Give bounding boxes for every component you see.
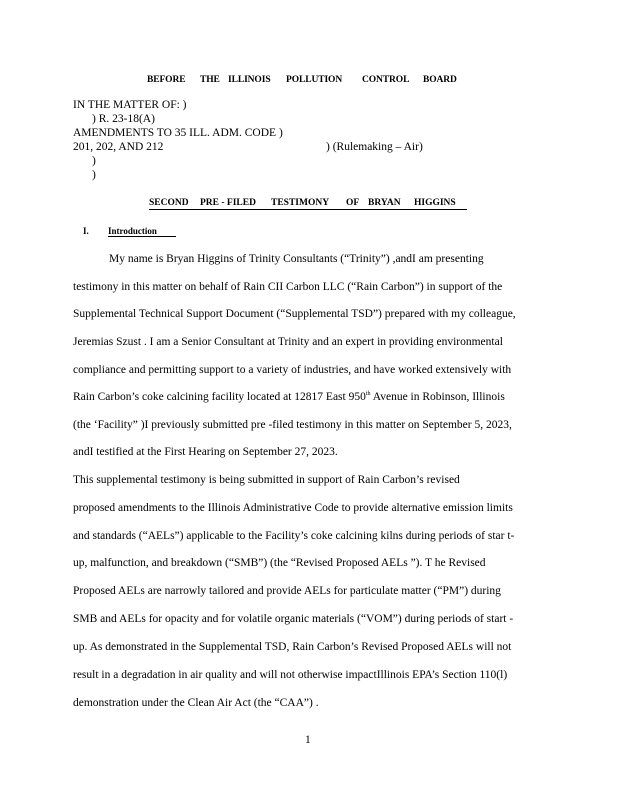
header-board: BOARD: [423, 75, 457, 85]
caption-line-3: AMENDMENTS TO 35 ILL. ADM. CODE ): [73, 127, 283, 139]
title-prefiled: PRE - FILED: [200, 198, 256, 208]
header-the: THE: [200, 75, 220, 85]
header-control: CONTROL: [362, 75, 410, 85]
title-testimony: TESTIMONY: [271, 198, 330, 208]
title-bryan: BRYAN: [368, 198, 401, 208]
caption-line-4b: ) (Rulemaking – Air): [326, 141, 423, 153]
para1-line-6-rest: Avenue in Robinson, Illinois: [370, 391, 505, 403]
para2-line-5: Proposed AELs are narrowly tailored and provide AELs for particulate matter (“PM”) during: [73, 585, 501, 597]
header-pollution: POLLUTION: [286, 75, 343, 85]
caption-line-6: ): [92, 169, 96, 181]
para1-line-1: My name is Bryan Higgins of Trinity Consultants (“Trinity”) ,andI am presenting: [109, 253, 484, 265]
para2-line-2: proposed amendments to the Illinois Administrative Code to provide alternative emission limits: [73, 502, 513, 514]
para2-line-9: demonstration under the Clean Air Act (the “CAA”) .: [73, 697, 319, 709]
para1-line-4: Jeremias Szust . I am a Senior Consultant at Trinity and an expert in providing environmental: [73, 336, 503, 348]
title-underline: [149, 209, 467, 210]
header-illinois: ILLINOIS: [228, 75, 271, 85]
caption-line-1: IN THE MATTER OF: ): [73, 99, 187, 111]
title-of: OF: [346, 198, 360, 208]
title-higgins: HIGGINS: [414, 198, 456, 208]
caption-line-2: ) R. 23-18(A): [92, 113, 155, 125]
ordinal-superscript: th: [365, 391, 371, 398]
para1-line-5: compliance and permitting support to a variety of industries, and have worked extensively with: [73, 364, 512, 376]
para2-line-4: up, malfunction, and breakdown (“SMB”) (the “Revised Proposed AELs ”). T he Revised: [73, 557, 486, 569]
para1-line-2: testimony in this matter on behalf of Rain CII Carbon LLC (“Rain Carbon”) in support of the: [73, 281, 503, 293]
caption-line-4a: 201, 202, AND 212: [73, 141, 164, 153]
section-heading: Introduction: [108, 226, 157, 236]
para2-line-1: This supplemental testimony is being submitted in support of Rain Carbon’s revised: [73, 474, 460, 486]
para2-line-6: SMB and AELs for opacity and for volatile organic materials (“VOM”) during periods of start -: [73, 613, 514, 625]
section-number: I.: [83, 226, 89, 236]
section-heading-underline: [108, 236, 176, 237]
para1-line-6: [73, 391, 505, 403]
page-number: 1: [305, 734, 311, 746]
header-before: BEFORE: [147, 75, 186, 85]
caption-line-5: ): [92, 155, 96, 167]
para1-line-8: andI testified at the First Hearing on September 27, 2023.: [73, 446, 338, 458]
title-second: SECOND: [149, 198, 189, 208]
para2-line-8: result in a degradation in air quality and will not otherwise impactIllinois EPA’s Section 110(l): [73, 669, 508, 681]
para2-line-7: up. As demonstrated in the Supplemental TSD, Rain Carbon’s Revised Proposed AELs will not: [73, 641, 512, 653]
para1-line-6-text: Rain Carbon’s coke calcining facility located at 12817 East 950: [73, 391, 366, 403]
para2-line-3: and standards (“AELs”) applicable to the Facility’s coke calcining kilns during periods of star t-: [73, 530, 515, 542]
para1-line-7: (the ‘Facility” )I previously submitted pre -filed testimony in this matter on September 5, 2023,: [73, 419, 512, 431]
para1-line-3: Supplemental Technical Support Document (“Supplemental TSD”) prepared with my colleague,: [73, 308, 516, 320]
